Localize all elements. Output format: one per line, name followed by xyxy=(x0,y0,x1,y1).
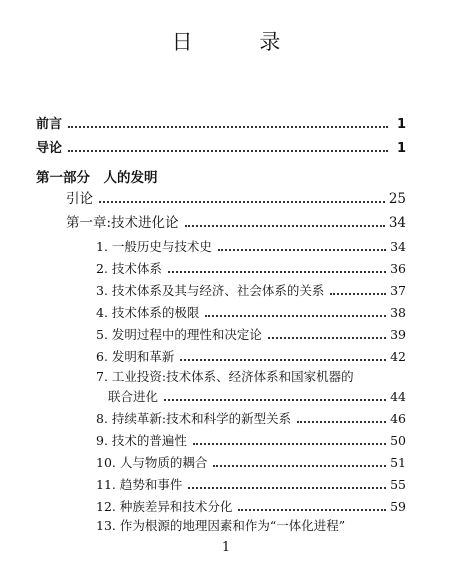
toc-entry-page: 25 xyxy=(388,191,406,207)
toc-entry-section-line: 13. 作为根源的地理因素和作为“一体化进程” xyxy=(96,518,346,533)
toc-entry-page: 34 xyxy=(390,239,406,254)
toc-entry-section xyxy=(96,326,406,344)
toc-entry-section xyxy=(108,388,406,406)
toc-entry-label: 12. 种族差异和技术分化 xyxy=(96,499,233,514)
leader-dots xyxy=(193,442,386,445)
leader-dots xyxy=(213,464,386,467)
toc-entry-section xyxy=(96,498,406,516)
toc-entry-page: 44 xyxy=(390,389,406,404)
leader-dots xyxy=(297,420,386,423)
toc-entry-label: 3. 技术体系及其与经济、社会体系的关系 xyxy=(96,283,325,298)
toc-entry-label: 引论 xyxy=(66,191,93,207)
toc-entry-label: 1. 一般历史与技术史 xyxy=(96,239,212,254)
toc-entry-section xyxy=(96,476,406,494)
toc-entry-section xyxy=(96,348,406,366)
toc-entry-label: 联合进化 xyxy=(108,389,159,404)
leader-dots xyxy=(180,358,386,361)
toc-entry-label: 6. 发明和革新 xyxy=(96,349,175,364)
toc-entry-label: 第一章:技术进化论 xyxy=(66,215,179,231)
toc-entry-section xyxy=(96,260,406,278)
toc-entry-page: 1 xyxy=(396,141,406,156)
toc-entry-page: 50 xyxy=(390,433,406,448)
toc-entry-introduction xyxy=(36,140,406,158)
toc-entry-page: 34 xyxy=(388,215,406,231)
toc-entry-label: 导论 xyxy=(36,141,63,156)
toc-entry-label: 11. 趋势和事件 xyxy=(96,477,183,492)
toc-entry-page: 39 xyxy=(390,327,406,342)
leader-dots xyxy=(218,248,386,251)
leader-dots xyxy=(205,314,386,317)
toc-entry-part-intro xyxy=(66,190,406,208)
toc-entry-section xyxy=(96,432,406,450)
toc-entry-page: 36 xyxy=(390,261,406,276)
toc-entry-label: 2. 技术体系 xyxy=(96,261,162,276)
toc-entry-section xyxy=(96,238,406,256)
toc-entry-chapter-1 xyxy=(66,214,406,232)
toc-entry-section xyxy=(96,304,406,322)
toc-entry-section xyxy=(96,410,406,428)
leader-dots xyxy=(188,486,386,489)
toc-entry-label: 8. 持续革新:技术和科学的新型关系 xyxy=(96,411,292,426)
toc-entry-preface xyxy=(36,116,406,134)
toc-entry-page: 46 xyxy=(390,411,406,426)
leader-dots xyxy=(268,336,386,339)
leader-dots xyxy=(238,508,386,511)
leader-dots xyxy=(164,398,386,401)
toc-entry-page: 38 xyxy=(390,305,406,320)
page-title: 日 录 xyxy=(171,30,311,54)
toc-entry-label: 10. 人与物质的耦合 xyxy=(96,455,208,470)
leader-dots xyxy=(99,200,385,203)
leader-dots xyxy=(185,224,385,227)
toc-entry-label: 5. 发明过程中的理性和决定论 xyxy=(96,327,262,342)
toc-entry-label: 前言 xyxy=(36,117,63,132)
toc-entry-page: 55 xyxy=(390,477,406,492)
leader-dots xyxy=(168,270,386,273)
toc-entry-page: 59 xyxy=(390,499,406,514)
toc-entry-section xyxy=(96,282,406,300)
toc-entry-label: 9. 技术的普遍性 xyxy=(96,433,187,448)
toc-entry-page: 37 xyxy=(390,283,406,298)
part-heading: 第一部分 人的发明 xyxy=(36,170,158,186)
toc-entry-page: 51 xyxy=(390,455,406,470)
page-number: 1 xyxy=(221,540,231,555)
leader-dots xyxy=(330,292,386,295)
toc-entry-page: 1 xyxy=(396,117,406,132)
toc-entry-section xyxy=(96,454,406,472)
leader-dots xyxy=(68,149,388,152)
toc-entry-label: 4. 技术体系的极限 xyxy=(96,305,200,320)
toc-entry-section-line: 7. 工业投资:技术体系、经济体系和国家机器的 xyxy=(96,369,354,384)
leader-dots xyxy=(68,125,388,128)
toc-entry-page: 42 xyxy=(390,349,406,364)
